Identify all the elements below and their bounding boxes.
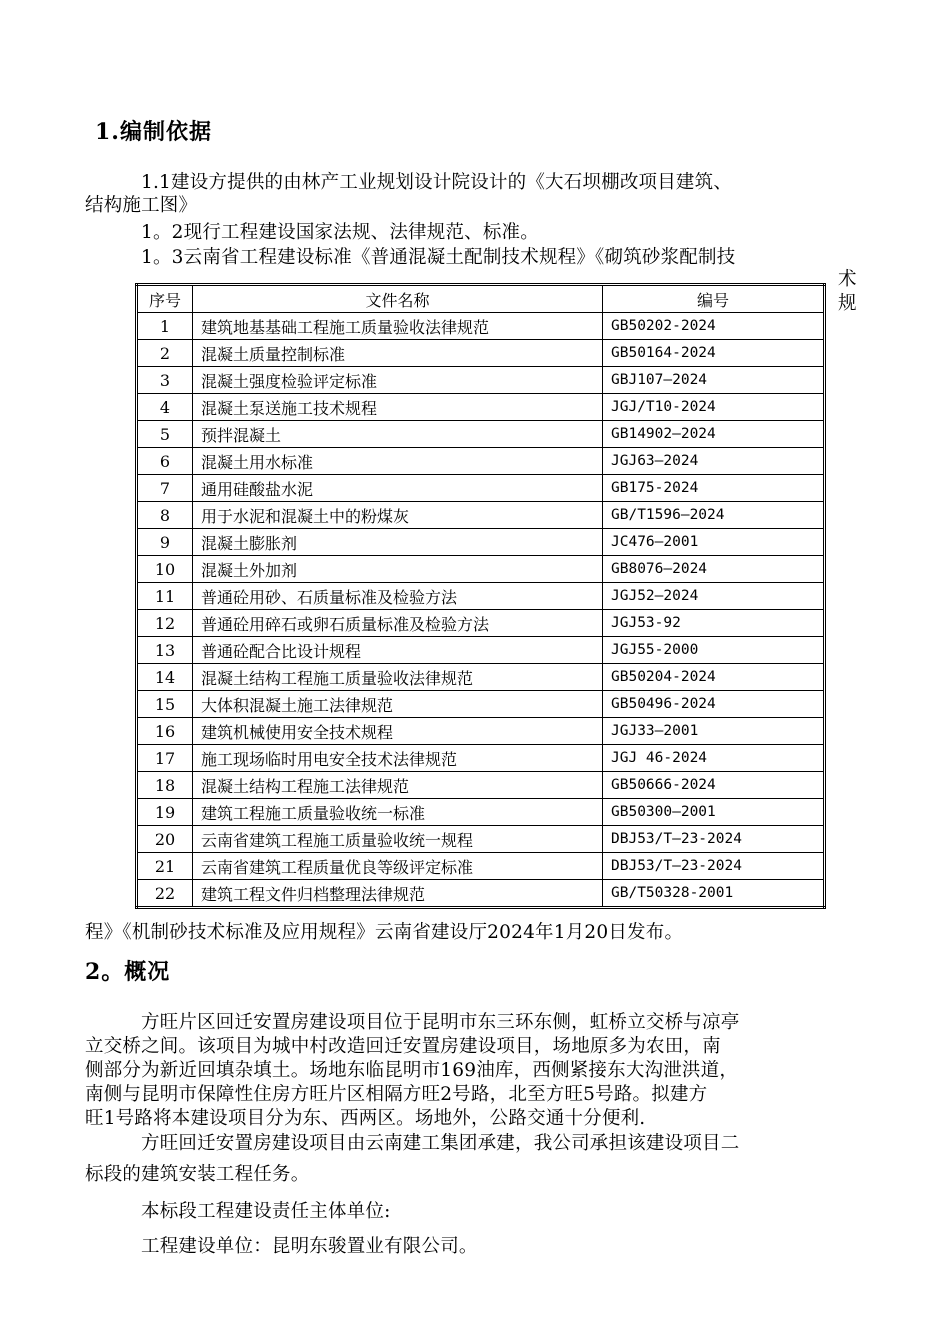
row-doc-name: 混凝土结构工程施工质量验收法律规范 xyxy=(193,664,603,691)
basis-item-3: 1。3云南省工程建设标准《普通混凝土配制技术规程》《砌筑砂浆配制技 xyxy=(141,247,736,268)
row-code: GB/T50328-2001 xyxy=(603,880,825,908)
header-doc-name: 文件名称 xyxy=(193,285,603,313)
row-code: JGJ55-2000 xyxy=(603,637,825,664)
table-row xyxy=(137,772,825,799)
row-code: GBJ107—2024 xyxy=(603,367,825,394)
row-doc-name: 混凝土外加剂 xyxy=(193,556,603,583)
row-code: JGJ/T10-2024 xyxy=(603,394,825,421)
row-index: 22 xyxy=(137,880,193,908)
row-doc-name: 预拌混凝土 xyxy=(193,421,603,448)
responsible-units-label: 本标段工程建设责任主体单位: xyxy=(141,1201,391,1222)
row-index: 11 xyxy=(137,583,193,610)
row-doc-name: 普通砼配合比设计规程 xyxy=(193,637,603,664)
row-doc-name: 建筑工程文件归档整理法律规范 xyxy=(193,880,603,908)
table-row xyxy=(137,367,825,394)
row-doc-name: 云南省建筑工程施工质量验收统一规程 xyxy=(193,826,603,853)
row-index: 7 xyxy=(137,475,193,502)
basis-item-3-overflow: 术规 xyxy=(838,269,857,314)
row-index: 16 xyxy=(137,718,193,745)
row-index: 5 xyxy=(137,421,193,448)
row-index: 10 xyxy=(137,556,193,583)
table-row xyxy=(137,637,825,664)
row-doc-name: 普通砼用砂、石质量标准及检验方法 xyxy=(193,583,603,610)
row-code: JGJ33—2001 xyxy=(603,718,825,745)
table-row xyxy=(137,691,825,718)
row-code: GB14902—2024 xyxy=(603,421,825,448)
table-header-row xyxy=(137,285,825,313)
header-code: 编号 xyxy=(603,285,825,313)
section-2-heading: 2。概况 xyxy=(85,959,171,985)
row-index: 12 xyxy=(137,610,193,637)
row-index: 17 xyxy=(137,745,193,772)
table-row xyxy=(137,529,825,556)
row-index: 2 xyxy=(137,340,193,367)
overview-line: 侧部分为新近回填杂填土。场地东临昆明市169油库，西侧紧接东大沟泄洪道， xyxy=(85,1060,739,1081)
overview-line: 标段的建筑安装工程任务。 xyxy=(85,1164,310,1185)
row-code: JGJ63—2024 xyxy=(603,448,825,475)
row-code: GB50666-2024 xyxy=(603,772,825,799)
table-row xyxy=(137,745,825,772)
table-row xyxy=(137,502,825,529)
table-row xyxy=(137,799,825,826)
table-row xyxy=(137,583,825,610)
row-code: JGJ 46-2024 xyxy=(603,745,825,772)
row-doc-name: 混凝土泵送施工技术规程 xyxy=(193,394,603,421)
row-code: GB50300—2001 xyxy=(603,799,825,826)
row-index: 1 xyxy=(137,313,193,340)
table-row xyxy=(137,853,825,880)
row-index: 18 xyxy=(137,772,193,799)
standards-table xyxy=(135,283,826,909)
overview-line: 方旺回迁安置房建设项目由云南建工集团承建，我公司承担该建设项目二 xyxy=(141,1133,740,1154)
table-row xyxy=(137,880,825,908)
row-index: 3 xyxy=(137,367,193,394)
basis-item-1-cont: 结构施工图》 xyxy=(85,195,198,216)
row-doc-name: 混凝土结构工程施工法律规范 xyxy=(193,772,603,799)
table-row xyxy=(137,448,825,475)
overview-line: 旺1号路将本建设项目分为东、西两区。场地外，公路交通十分便利. xyxy=(85,1108,646,1129)
row-code: GB175-2024 xyxy=(603,475,825,502)
row-code: GB8076—2024 xyxy=(603,556,825,583)
row-code: GB/T1596—2024 xyxy=(603,502,825,529)
table-row xyxy=(137,664,825,691)
row-code: JGJ52—2024 xyxy=(603,583,825,610)
table-row xyxy=(137,421,825,448)
row-code: GB50204-2024 xyxy=(603,664,825,691)
row-index: 8 xyxy=(137,502,193,529)
table-row xyxy=(137,313,825,340)
overview-line: 立交桥之间。该项目为城中村改造回迁安置房建设项目，场地原多为农田，南 xyxy=(85,1036,721,1057)
basis-item-3-end: 程》《机制砂技术标准及应用规程》云南省建设厅2024年1月20日发布。 xyxy=(85,922,684,943)
table-row xyxy=(137,718,825,745)
row-doc-name: 建筑工程施工质量验收统一标准 xyxy=(193,799,603,826)
row-index: 19 xyxy=(137,799,193,826)
section-1-heading: 1.编制依据 xyxy=(95,119,212,145)
overview-line: 南侧与昆明市保障性住房方旺片区相隔方旺2号路，北至方旺5号路。拟建方 xyxy=(85,1084,708,1105)
row-doc-name: 建筑机械使用安全技术规程 xyxy=(193,718,603,745)
row-index: 15 xyxy=(137,691,193,718)
row-index: 9 xyxy=(137,529,193,556)
construction-unit: 工程建设单位：昆明东骏置业有限公司。 xyxy=(141,1236,478,1257)
row-doc-name: 用于水泥和混凝土中的粉煤灰 xyxy=(193,502,603,529)
table-row xyxy=(137,475,825,502)
basis-item-1: 1.1建设方提供的由林产工业规划设计院设计的《大石坝棚改项目建筑、 xyxy=(141,172,733,193)
row-code: GB50164-2024 xyxy=(603,340,825,367)
row-doc-name: 通用硅酸盐水泥 xyxy=(193,475,603,502)
table-row xyxy=(137,340,825,367)
header-index: 序号 xyxy=(137,285,193,313)
table-row xyxy=(137,826,825,853)
row-doc-name: 建筑地基基础工程施工质量验收法律规范 xyxy=(193,313,603,340)
table-row xyxy=(137,394,825,421)
row-code: GB50202-2024 xyxy=(603,313,825,340)
row-doc-name: 混凝土用水标准 xyxy=(193,448,603,475)
row-doc-name: 混凝土质量控制标准 xyxy=(193,340,603,367)
row-index: 21 xyxy=(137,853,193,880)
row-doc-name: 施工现场临时用电安全技术法律规范 xyxy=(193,745,603,772)
row-index: 6 xyxy=(137,448,193,475)
row-index: 20 xyxy=(137,826,193,853)
row-doc-name: 混凝土强度检验评定标准 xyxy=(193,367,603,394)
row-code: DBJ53/T—23-2024 xyxy=(603,826,825,853)
row-doc-name: 大体积混凝土施工法律规范 xyxy=(193,691,603,718)
row-code: GB50496-2024 xyxy=(603,691,825,718)
row-doc-name: 混凝土膨胀剂 xyxy=(193,529,603,556)
overview-line: 方旺片区回迁安置房建设项目位于昆明市东三环东侧，虹桥立交桥与凉亭 xyxy=(141,1012,740,1033)
basis-item-2: 1。2现行工程建设国家法规、法律规范、标准。 xyxy=(141,222,539,243)
row-code: JC476—2001 xyxy=(603,529,825,556)
row-code: DBJ53/T—23-2024 xyxy=(603,853,825,880)
table-row xyxy=(137,556,825,583)
row-index: 13 xyxy=(137,637,193,664)
row-index: 4 xyxy=(137,394,193,421)
row-doc-name: 普通砼用碎石或卵石质量标准及检验方法 xyxy=(193,610,603,637)
row-index: 14 xyxy=(137,664,193,691)
row-code: JGJ53-92 xyxy=(603,610,825,637)
row-doc-name: 云南省建筑工程质量优良等级评定标准 xyxy=(193,853,603,880)
table-row xyxy=(137,610,825,637)
